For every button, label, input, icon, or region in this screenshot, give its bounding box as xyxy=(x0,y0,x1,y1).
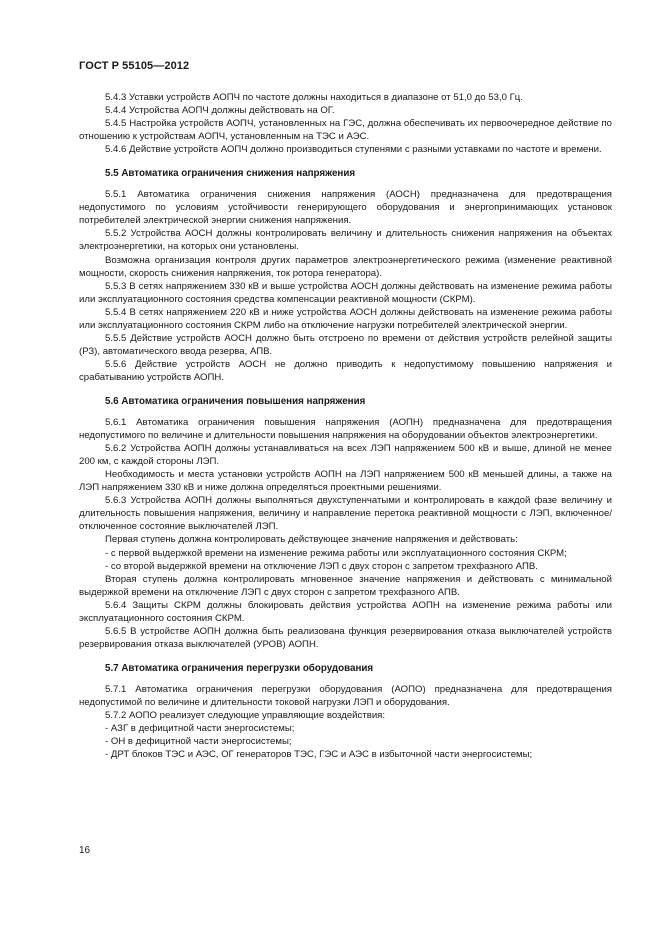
section-heading: 5.5 Автоматика ограничения снижения напряжения xyxy=(105,168,356,180)
paragraph: - со второй выдержкой времени на отключение ЛЭП с двух сторон с запретом трехфазного АПВ. xyxy=(105,560,538,572)
page-number: 16 xyxy=(79,845,91,856)
paragraph: - ДРТ блоков ТЭС и АЭС, ОГ генераторов ТЭС, ГЭС и АЭС в избыточной части энергосистемы; xyxy=(105,749,533,761)
paragraph: - АЗГ в дефицитной части энергосистемы; xyxy=(105,723,295,735)
paragraph: 5.6.2 Устройства АОПН должны устанавливаться на всех ЛЭП напряжением 500 кВ и выше, длиной не менее 200 км, с каждой стороны ЛЭП. xyxy=(79,443,612,468)
paragraph: 5.5.3 В сетях напряжением 330 кВ и выше устройства АОСН должны действовать на изменение режима работы или эксплуатационного состояния средства компенсации реактивной мощности (СКРМ). xyxy=(79,280,612,305)
paragraph: 5.6.3 Устройства АОПН должны выполняться двухступенчатыми и контролировать в каждой фазе величину и длительность повышения напряжения, величину и направление перетока реактивной мощности с ЛЭП, включенное/отключенное состояние выключателей ЛЭП. xyxy=(79,495,612,533)
paragraph: 5.5.2 Устройства АОСН должны контролировать величину и длительность снижения напряжения на объектах электроэнергетики, на которых они установлены. xyxy=(79,228,612,253)
document-header: ГОСТ Р 55105—2012 xyxy=(79,60,190,72)
document-body xyxy=(79,91,612,761)
paragraph: 5.4.5 Настройка устройств АОПЧ, установленных на ГЭС, должна обеспечивать их первоочередное действие по отношению к устройствам АОПЧ, установленным на ТЭС и АЭС. xyxy=(79,118,612,143)
paragraph: 5.6.1 Автоматика ограничения повышения напряжения (АОПН) предназначена для предотвращения недопустимого по величине и длительности повышения напряжения на оборудовании объектов электроэнергетики. xyxy=(79,417,612,442)
paragraph: - ОН в дефицитной части энергосистемы; xyxy=(105,736,292,748)
section-heading: 5.7 Автоматика ограничения перегрузки оборудования xyxy=(105,662,374,674)
paragraph: 5.7.2 АОПО реализует следующие управляющие воздействия: xyxy=(105,710,386,722)
section-heading: 5.6 Автоматика ограничения повышения напряжения xyxy=(105,395,366,407)
paragraph: 5.4.4 Устройства АОПЧ должны действовать на ОГ. xyxy=(105,105,335,117)
paragraph: Вторая ступень должна контролировать мгновенное значение напряжения и действовать с минимальной выдержкой времени на отключение ЛЭП с двух сторон с запретом трехфазного АПВ. xyxy=(79,573,612,598)
paragraph: 5.4.6 Действие устройств АОПЧ должно производиться ступенями с разными уставками по частоте и времени. xyxy=(105,144,602,156)
paragraph: Первая ступень должна контролировать действующее значение напряжения и действовать: xyxy=(105,534,518,546)
paragraph: 5.5.4 В сетях напряжением 220 кВ и ниже устройства АОСН должны действовать на изменение режима работы или эксплуатационного состояния СКРМ либо на отключение нагрузки потребителей электрической энергии. xyxy=(79,306,612,331)
paragraph: Возможна организация контроля других параметров электроэнергетического режима (изменение реактивной мощности, скорость снижения напряжения, ток ротора генератора). xyxy=(79,254,612,279)
paragraph: 5.6.5 В устройстве АОПН должна быть реализована функция резервирования отказа выключателей устройств резервирования отказа выключателей (УРОВ) АОПН. xyxy=(79,625,612,650)
paragraph: 5.7.1 Автоматика ограничения перегрузки оборудования (АОПО) предназначена для предотвращения недопустимой по величине и длительности токовой нагрузки ЛЭП и оборудования. xyxy=(79,683,612,708)
paragraph: Необходимость и места установки устройств АОПН на ЛЭП напряжением 500 кВ меньшей длины, а также на ЛЭП напряжением 330 кВ и ниже должна определяться проектными решениями. xyxy=(79,469,612,494)
paragraph: 5.6.4 Защиты СКРМ должны блокировать действия устройства АОПН на изменение режима работы или эксплуатационного состояния СКРМ. xyxy=(79,599,612,624)
paragraph: 5.5.5 Действие устройств АОСН должно быть отстроено по времени от действия устройств релейной защиты (РЗ), автоматического ввода резерва, АПВ. xyxy=(79,332,612,357)
paragraph: 5.4.3 Уставки устройств АОПЧ по частоте должны находиться в диапазоне от 51,0 до 53,0 Гц. xyxy=(105,92,523,103)
paragraph: 5.5.6 Действие устройств АОСН не должно приводить к недопустимому повышению напряжения и срабатыванию устройств АОПН. xyxy=(79,358,612,383)
paragraph: - с первой выдержкой времени на изменение режима работы или эксплуатационного состояния СКРМ; xyxy=(105,547,567,559)
paragraph: 5.5.1 Автоматика ограничения снижения напряжения (АОСН) предназначена для предотвращения недопустимого по условиям устойчивости генерирующего оборудования и энергопринимающих установок потребителей электрической энергии снижения напряжения. xyxy=(79,189,612,227)
